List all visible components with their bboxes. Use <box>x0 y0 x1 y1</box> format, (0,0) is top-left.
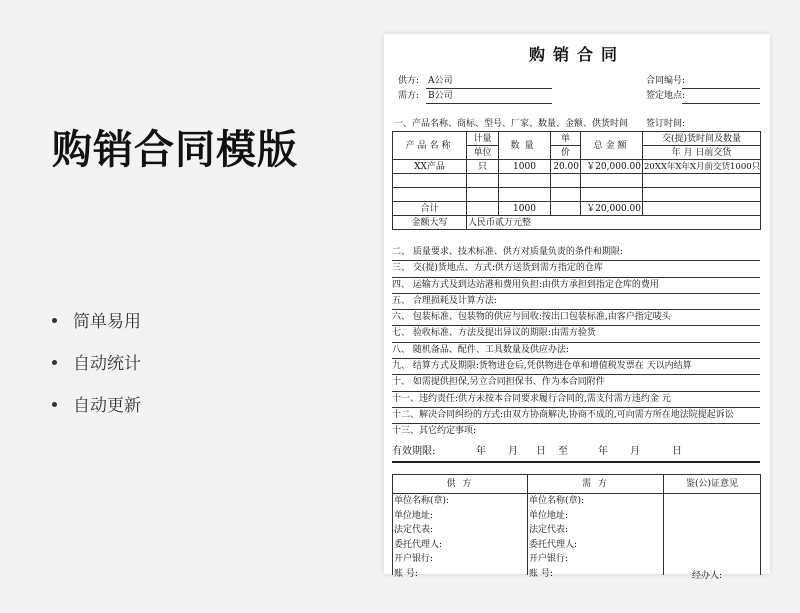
total-label: 合计 <box>393 202 467 216</box>
handler-label: 经办人: <box>692 571 723 581</box>
term-item: 九、 结算方式及期限:货物进仓后,凭供物进仓单和增值税发票在 天以内结算 <box>392 359 760 375</box>
validity-label: 有效期限: <box>392 446 436 457</box>
signature-field: 委托代理人: <box>394 539 443 550</box>
signature-field: 单位名称(章): <box>394 496 450 506</box>
total-qty: 1000 <box>499 202 551 216</box>
header-qty: 数量 <box>499 132 551 160</box>
signature-field: 法定代表: <box>394 525 434 535</box>
buyer-signature-column <box>528 475 664 579</box>
contract-document <box>384 34 770 581</box>
table-total-row <box>393 202 761 216</box>
signature-field: 委托代理人: <box>529 539 578 550</box>
cell-qty: 1000 <box>499 160 551 174</box>
contract-no-label: 合同编号: <box>646 76 686 86</box>
signature-field: 法定代表: <box>529 525 569 535</box>
supplier-underline <box>426 88 552 89</box>
supplier-signature-header: 供 方 <box>393 475 527 494</box>
supplier-signature-column <box>393 475 528 579</box>
buyer-label: 需方: <box>398 91 420 101</box>
signature-field: 单位地址: <box>394 510 434 521</box>
amount-words: 人民币贰万元整 <box>467 216 761 230</box>
header-delivery: 交(提)货时间及数量 <box>643 132 761 146</box>
buyer-underline <box>426 103 552 104</box>
validity-start-month: 月 <box>508 446 518 457</box>
buyer-signature-header: 需 方 <box>528 475 663 494</box>
document-title: 购销合同 <box>528 45 625 64</box>
term-item: 三、 交(提)货地点、方式:供方送货到需方指定的仓库 <box>392 261 760 277</box>
feature-item <box>52 396 141 417</box>
feature-item <box>52 354 141 375</box>
term-item: 八、 随机备品、配件、工具数量及供应办法: <box>392 343 760 359</box>
header-unit-2: 单位 <box>467 146 499 160</box>
header-delivery-2: 年 月 日前交货 <box>643 146 761 160</box>
signature-field: 开户银行: <box>529 554 569 564</box>
validity-start-year: 年 <box>476 446 486 457</box>
notary-header: 鉴(公)证意见 <box>664 475 760 494</box>
term-item: 七、 验收标准、方法及提出异议的期限:由需方验货 <box>392 326 760 342</box>
table-header-row <box>393 132 761 146</box>
header-price: 单 <box>551 132 581 146</box>
feature-label: 自动统计 <box>73 354 141 374</box>
table-words-row <box>393 216 761 230</box>
sign-time-label: 签订时间: <box>646 119 686 129</box>
terms-list <box>392 245 760 441</box>
term-item: 十、 如需提供担保,另立合同担保书、作为本合同附件 <box>392 375 760 391</box>
signature-field: 开户银行: <box>394 554 434 564</box>
cell-price: 20.00 <box>551 160 581 174</box>
cell-product-name: XX产品 <box>393 160 467 174</box>
table-row <box>393 188 761 202</box>
cell-amount: ￥20,000.00 <box>581 160 643 174</box>
contract-no-underline <box>682 88 760 89</box>
term-item: 十二、解决合同纠纷的方式:由双方协商解决,协商不成的,可向需方所在地法院提起诉讼 <box>392 408 760 424</box>
sign-place-underline <box>682 103 760 104</box>
bullet-icon <box>52 402 57 407</box>
promo-title: 购销合同模版 <box>52 127 298 173</box>
product-table <box>392 131 761 230</box>
total-amount: ￥20,000.00 <box>581 202 643 216</box>
bullet-icon <box>52 318 57 323</box>
signature-field: 单位地址: <box>529 510 569 521</box>
term-item: 六、 包装标准、包装物的供应与回收:按出口包装标准,由客户指定唛头 <box>392 310 760 326</box>
supplier-value: A公司 <box>428 76 453 86</box>
feature-list <box>52 312 141 438</box>
table-row <box>393 174 761 188</box>
notary-column <box>664 475 760 581</box>
term-item: 十三、其它约定事项: <box>392 426 477 437</box>
validity-row <box>392 443 760 463</box>
cell-unit: 只 <box>467 160 499 174</box>
header-unit: 计量 <box>467 132 499 146</box>
term-item: 五、 合理损耗及计算方法: <box>392 294 760 310</box>
signature-field: 单位名称(章): <box>529 496 585 506</box>
feature-label: 自动更新 <box>73 396 141 416</box>
section-1-heading: 一、产品名称、商标、型号、厂家、数量、金额、供货时间 <box>394 119 629 129</box>
signature-table <box>392 474 761 581</box>
header-amount: 总金额 <box>581 132 643 160</box>
term-item: 四、 运输方式及到达站港和费用负担:由供方承担到指定仓库的费用 <box>392 278 760 294</box>
validity-end-year: 年 <box>598 446 608 457</box>
feature-item <box>52 312 141 333</box>
validity-start-day: 日 <box>536 446 546 457</box>
header-product-name: 产品名称 <box>393 132 467 160</box>
term-item: 二、 质量要求、技术标准、供方对质量负责的条件和期限: <box>392 245 760 261</box>
cell-delivery: 20XX年X年X月前交货1000只 <box>644 161 761 172</box>
signature-field: 账 号: <box>529 568 553 579</box>
amount-words-label: 金额大写 <box>393 216 467 230</box>
buyer-value: B公司 <box>428 91 453 101</box>
validity-end-month: 月 <box>630 446 640 457</box>
supplier-label: 供方: <box>398 76 420 86</box>
header-price-2: 价 <box>551 146 581 160</box>
sign-place-label: 签定地点: <box>646 91 686 101</box>
signature-field: 账 号: <box>394 568 418 579</box>
table-row <box>393 160 761 174</box>
validity-end-day: 日 <box>672 446 682 457</box>
validity-to: 至 <box>558 446 568 457</box>
term-item: 十一、违约责任:供方未按本合同要求履行合同的,需支付需方违约金 元 <box>392 392 760 408</box>
feature-label: 简单易用 <box>73 312 141 332</box>
bullet-icon <box>52 360 57 365</box>
